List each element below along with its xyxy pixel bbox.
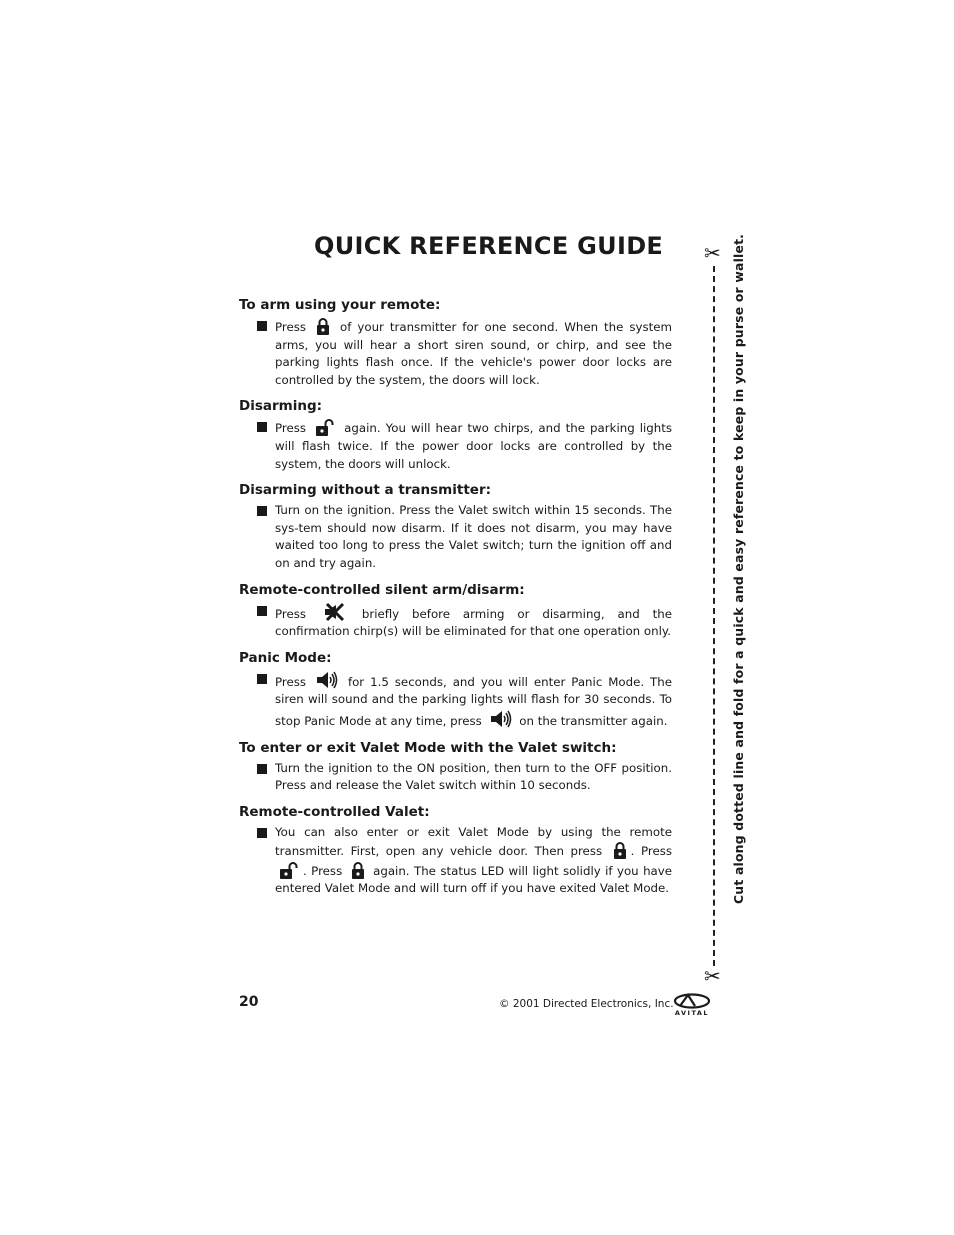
bullet — [257, 828, 267, 838]
section-disarm-no-transmitter — [239, 481, 672, 572]
list-item: Press again. You will hear two chirps, and the parking lights will flash twice. If the power door locks are controlled by the system, the doors will unlock. — [239, 418, 672, 473]
section-silent-arm — [239, 581, 672, 641]
unlock-icon — [315, 418, 335, 436]
bullet — [257, 506, 267, 516]
section-remote-valet — [239, 803, 672, 898]
list-item: You can also enter or exit Valet Mode by using the remote transmitter. First, open any vehicle door. Then press . Press . Press again. The status LED will light solidly if you have entered Valet Mode and will turn off if you have exited Valet Mode. — [239, 824, 672, 898]
bullet — [257, 674, 267, 684]
section-heading: To enter or exit Valet Mode with the Valet switch: — [239, 739, 617, 756]
lock-icon — [316, 317, 330, 335]
copyright: © 2001 Directed Electronics, Inc. — [499, 998, 674, 1010]
cut-line — [713, 266, 715, 966]
speaker-icon — [490, 709, 512, 729]
list-item: Turn the ignition to the ON position, then turn to the OFF position. Press and release the Valet switch within 10 seconds. — [239, 760, 672, 795]
section-heading: Disarming without a transmitter: — [239, 482, 491, 499]
guide-content — [239, 296, 672, 906]
scissors-icon: ✂ — [704, 241, 721, 265]
svg-text:AVITAL: AVITAL — [674, 1009, 710, 1017]
list-item: Press for 1.5 seconds, and you will enter Panic Mode. The siren will sound and the parking lights will flash for 30 seconds. To stop Panic Mode at any time, press on the transmitter again. — [239, 670, 672, 731]
list-item: Press briefly before arming or disarming, and the confirmation chirp(s) will be eliminated for that one operation only. — [239, 602, 672, 641]
section-heading: Remote-controlled silent arm/disarm: — [239, 581, 525, 598]
unlock-icon — [279, 861, 299, 879]
lock-icon — [351, 861, 365, 879]
list-item: Press of your transmitter for one second. When the system arms, you will hear a short siren sound, or chirp, and see the parking lights flash once. If the vehicle's power door locks are controlled by the system, the doors will lock. — [239, 317, 672, 389]
section-arm — [239, 296, 672, 389]
bullet — [257, 321, 267, 331]
speaker-icon — [316, 670, 338, 690]
page-title: QUICK REFERENCE GUIDE — [314, 232, 664, 260]
bullet — [257, 764, 267, 774]
cut-instruction: Cut along dotted line and fold for a quick and easy reference to keep in your purse or wallet. — [731, 233, 746, 904]
section-panic — [239, 649, 672, 731]
mute-icon — [323, 602, 345, 622]
avital-logo — [668, 993, 716, 1017]
list-item: Turn on the ignition. Press the Valet switch within 15 seconds. The sys-tem should now disarm. If it does not disarm, you may have waited too long to press the Valet switch; turn the ignition off and on and try again. — [239, 502, 672, 572]
section-heading: Disarming: — [239, 398, 323, 415]
section-disarming — [239, 397, 672, 473]
scissors-icon: ✂ — [704, 964, 721, 988]
page-number: 20 — [239, 994, 259, 1010]
bullet — [257, 422, 267, 432]
section-valet-switch — [239, 739, 672, 795]
section-heading: Remote-controlled Valet: — [239, 803, 430, 820]
section-heading: Panic Mode: — [239, 649, 332, 666]
lock-icon — [613, 841, 627, 859]
section-heading: To arm using your remote: — [239, 297, 441, 313]
bullet — [257, 606, 267, 616]
